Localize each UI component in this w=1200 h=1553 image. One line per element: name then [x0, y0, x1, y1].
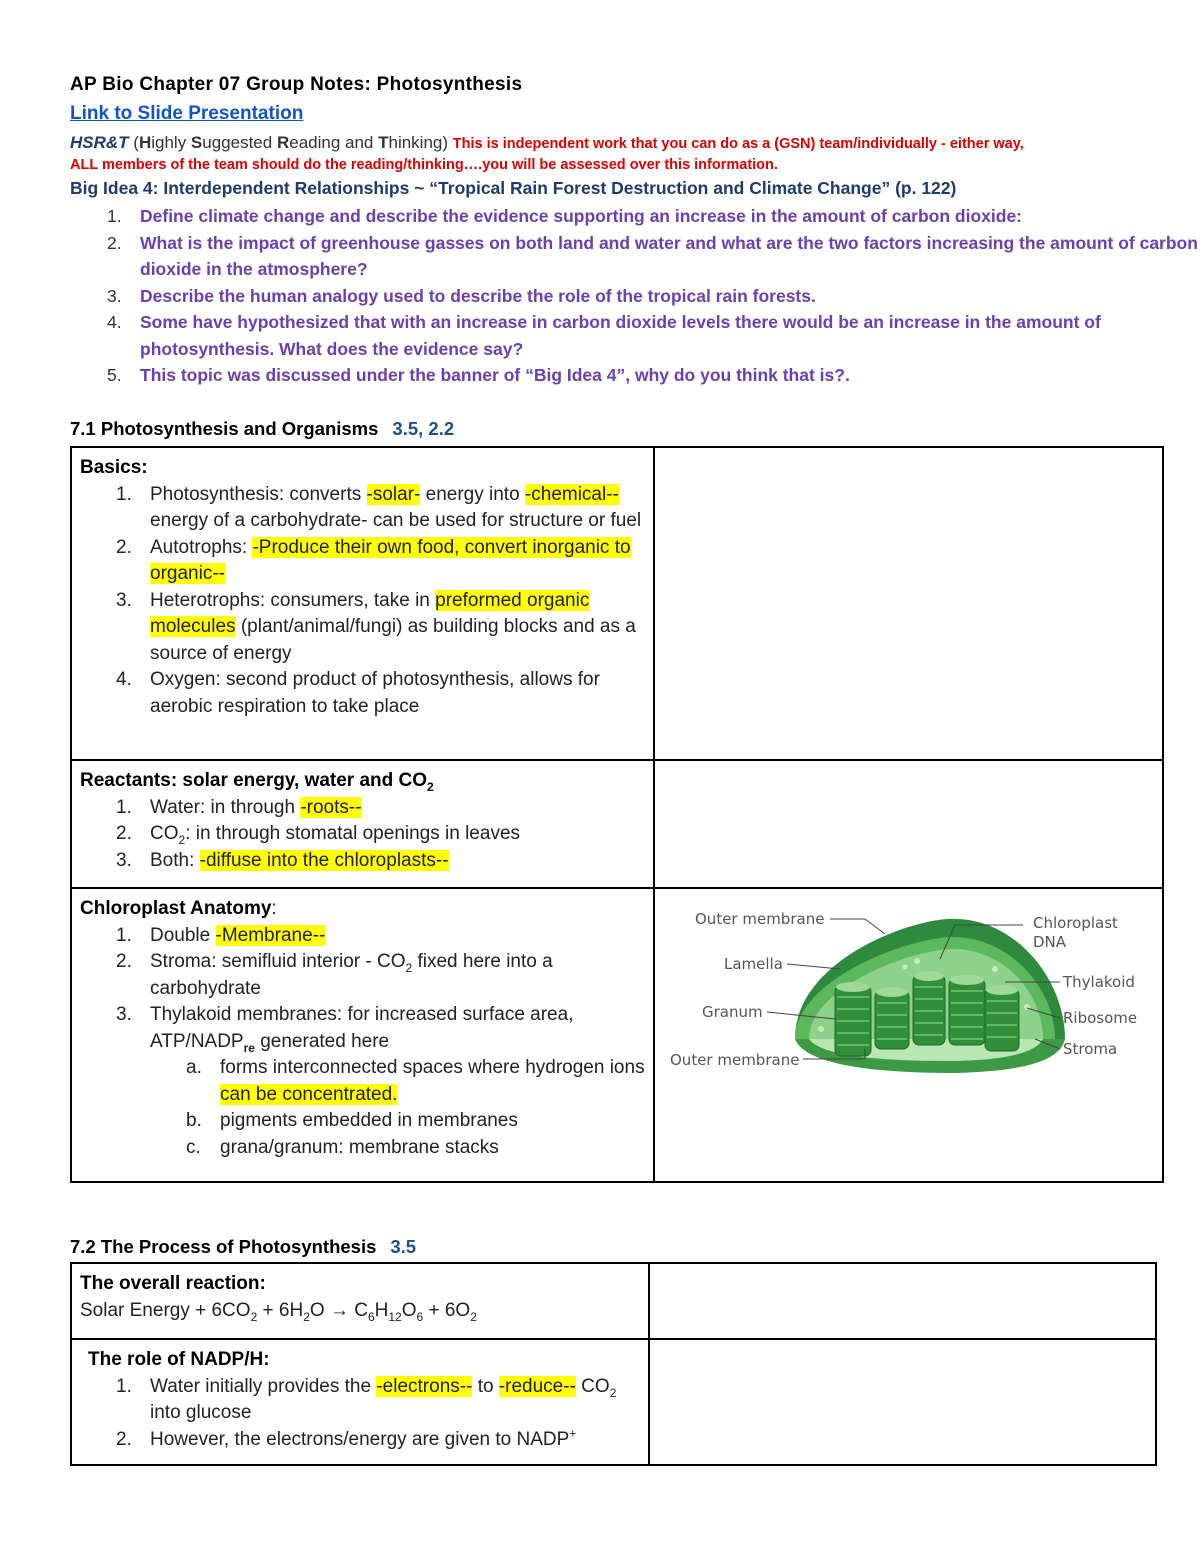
question-item: 2. What is the impact of greenhouse gasses on both land and water and what are the two factors increasing the amount of carbon dioxide in the atmosphere? — [107, 232, 1198, 279]
list-item: b. pigments embedded in membranes — [186, 1110, 518, 1131]
list-item: 1. Photosynthesis: converts -solar- energy into -chemical-- energy of a carbohydrate- can be used for structure or fuel — [116, 483, 642, 531]
notes-cell-empty[interactable] — [654, 760, 1163, 888]
list-item: 2. Stroma: semifluid interior - $CO_2$ fixed here into a carbohydrate — [116, 951, 553, 999]
table-row — [71, 760, 1163, 888]
notes-cell-empty[interactable] — [649, 1339, 1156, 1465]
label-thylakoid: Thylakoid — [1063, 973, 1135, 991]
big-idea-questions — [70, 203, 1200, 389]
hsr-abbr: HSR&T — [70, 133, 129, 152]
section-7-2-heading: 7.2 The Process of Photosynthesis 3.5 — [70, 1236, 417, 1257]
list-item: 3. Thylakoid membranes: for increased surface area, ATP/$NADP_{re}$ generated here a. forms interconnected spaces where hydrogen ions can be concentrated. b. pigments embedded in membranes c. grana/granum: membrane stacks — [150, 1002, 645, 1161]
section-7-2-table — [70, 1262, 1157, 1466]
overall-reaction-cell: The overall reaction: Solar Energy + $6CO_2 + 6H_2O \to C_6H_{12}O_6 + 6O_2$ — [71, 1263, 649, 1339]
table-row — [71, 888, 1163, 1182]
question-item: 4. Some have hypothesized that with an increase in carbon dioxide levels there would be an increase in the amount of photosynthesis. What does the evidence say? — [107, 312, 1101, 359]
label-chloroplast-dna-1: Chloroplast — [1033, 914, 1118, 932]
label-granum: Granum — [702, 1003, 763, 1021]
list-item: a. forms interconnected spaces where hydrogen ions can be concentrated. — [186, 1057, 645, 1105]
list-item: c. grana/granum: membrane stacks — [186, 1136, 499, 1158]
notes-cell-empty[interactable] — [649, 1263, 1156, 1339]
reaction-equation: Solar Energy + $6CO_2 + 6H_2O \to C_6H_{12}O_6 + 6O_2$ — [80, 1299, 477, 1324]
label-outer-membrane-top: Outer membrane — [695, 910, 825, 928]
notice-line-1: This is independent work that you can do as a (GSN) team/individually - either way, — [452, 136, 1024, 152]
list-item: 4. Oxygen: second product of photosynthesis, allows for aerobic respiration to take place — [116, 669, 600, 717]
page-title: AP Bio Chapter 07 Group Notes: Photosynthesis — [70, 74, 523, 95]
section-7-1-table — [70, 446, 1164, 1183]
notice-line-2: ALL members of the team should do the reading/thinking….you will be assessed over this information. — [70, 157, 778, 173]
label-chloroplast-dna-2: DNA — [1033, 933, 1067, 951]
reactants-cell: Reactants: solar energy, water and $CO_2$ 1. Water: in through -roots-- 2. $CO_2$: in through stomatal openings in leaves 3. Both: -diffuse into the chloroplasts-- — [71, 760, 654, 888]
chloroplast-diagram — [655, 889, 1160, 1172]
question-item: 5. This topic was discussed under the banner of “Big Idea 4”, why do you think that is?. — [107, 365, 850, 385]
list-item: 2. $CO_2$: in through stomatal openings in leaves — [116, 823, 521, 847]
diagram-cell — [654, 888, 1163, 1182]
table-row — [71, 1263, 1156, 1339]
nadp-cell: The role of NADP/H: 1. Water initially provides the -electrons-- to -reduce-- $CO_2$ into glucose 2. However, the electrons/energy are given to NADP+ — [71, 1339, 649, 1465]
chloroplast-cell: Chloroplast Anatomy: 1. Double -Membrane-- 2. Stroma: semifluid interior - $CO_2$ fixed here into a carbohydrate 3. Thylakoid membranes: for increased surface area, ATP/$NADP_{re}$ generated here a. forms interconnected spaces where hydrogen ions can be concentrated. b. pigments embedded in membranes c. grana/granum: membrane stacks — [71, 888, 654, 1182]
basics-cell: Basics: 1. Photosynthesis: converts -solar- energy into -chemical-- energy of a carbohydrate- can be used for structure or fuel 2. Autotrophs: -Produce their own food, convert inorganic to organic-- 3. Heterotrophs: consumers, take in preformed organic molecules (plant/animal/fungi) as building blocks and as a source of energy 4. Oxygen: second product of photosynthesis, allows for aerobic respiration to take place — [71, 447, 654, 760]
question-item: 1. Define climate change and describe the evidence supporting an increase in the amount of carbon dioxide: — [107, 206, 1022, 226]
label-ribosome: Ribosome — [1063, 1009, 1138, 1027]
list-item: 1. Water initially provides the -electrons-- to -reduce-- $CO_2$ into glucose — [116, 1375, 617, 1423]
list-item: 2. However, the electrons/energy are given to NADP+ — [116, 1426, 577, 1450]
label-lamella: Lamella — [724, 955, 783, 973]
list-item: 2. Autotrophs: -Produce their own food, convert inorganic to organic-- — [116, 536, 631, 584]
table-row — [71, 1339, 1156, 1465]
big-idea-heading: Big Idea 4: Interdependent Relationships ~ “Tropical Rain Forest Destruction and Climate Change” (p. 122) — [70, 178, 957, 198]
slide-presentation-link[interactable]: Link to Slide Presentation — [70, 103, 304, 124]
list-item: 1. Water: in through -roots-- — [116, 796, 362, 818]
label-outer-membrane-bottom: Outer membrane — [670, 1051, 800, 1069]
notes-cell-empty[interactable] — [654, 447, 1163, 760]
question-item: 3. Describe the human analogy used to describe the role of the tropical rain forests. — [107, 285, 816, 306]
list-item: 3. Heterotrophs: consumers, take in preformed organic molecules (plant/animal/fungi) as building blocks and as a source of energy — [116, 589, 636, 664]
list-item: 1. Double -Membrane-- — [116, 924, 326, 946]
section-7-1-heading: 7.1 Photosynthesis and Organisms 3.5, 2.2 — [70, 418, 455, 439]
list-item: 3. Both: -diffuse into the chloroplasts-- — [116, 849, 449, 871]
reading-notice: HSR&T (Highly Suggested Reading and Thinking) This is independent work that you can do as a (GSN) team/individually - either way, ALL members of the team should do the reading/thinking….you will be assessed over this information. — [70, 131, 1150, 156]
table-row — [71, 447, 1163, 760]
label-stroma: Stroma — [1063, 1040, 1118, 1058]
